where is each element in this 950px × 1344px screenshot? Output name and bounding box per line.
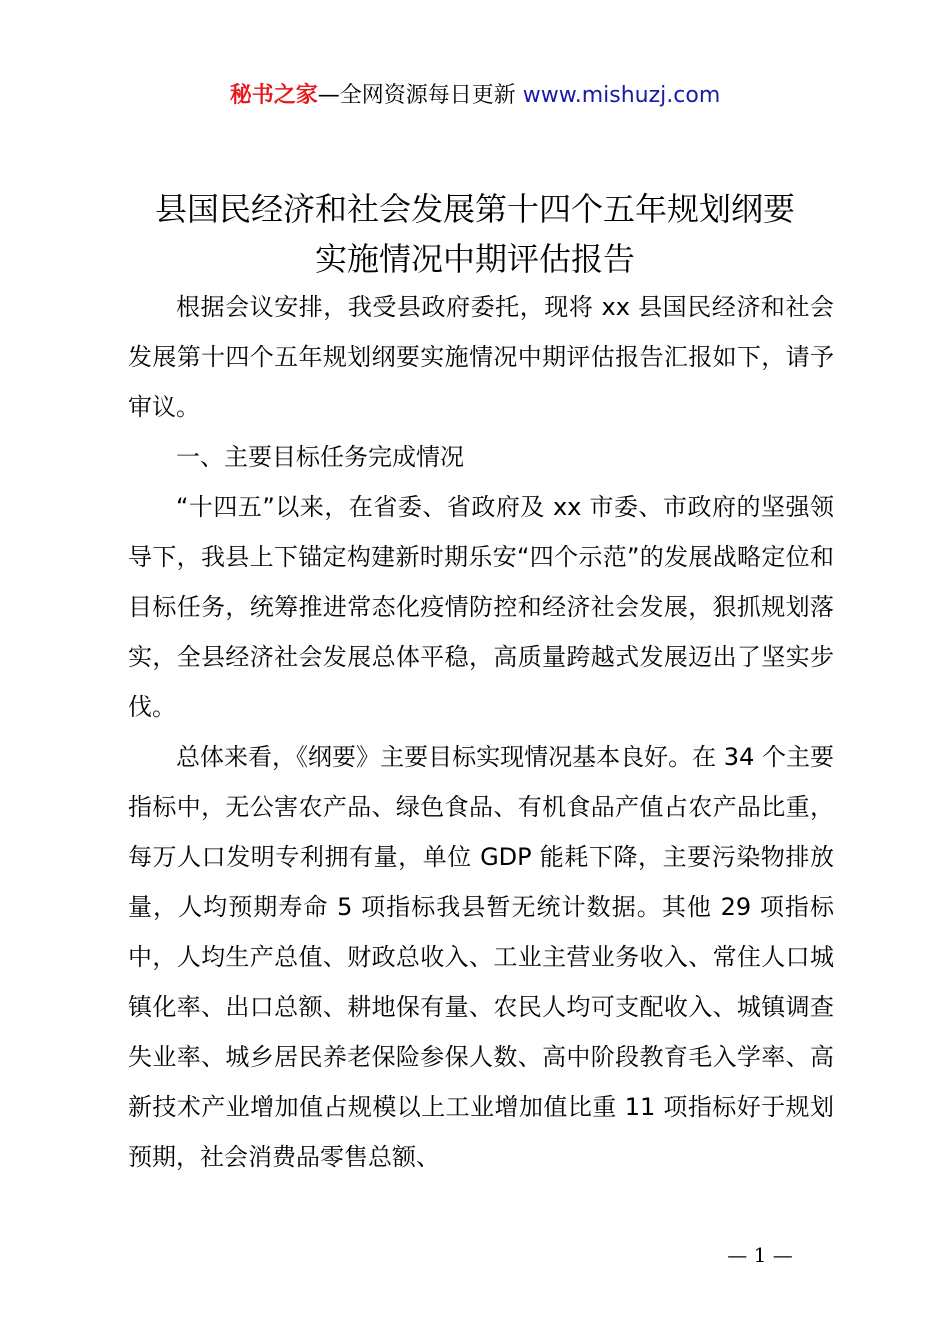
site-header	[0, 80, 950, 112]
document-title-line-2: 实施情况中期评估报告	[314, 240, 635, 278]
section-heading: 一、主要目标任务完成情况	[176, 443, 464, 471]
body-paragraph: “十四五”以来，在省委、省政府及 xx 市委、市政府的坚强领导下，我县上下锚定构建新时期乐安“四个示范”的发展战略定位和目标任务，统筹推进常态化疫情防控和经济社会发展，狠抓规划落实，全县经济社会发展总体平稳，高质量跨越式发展迈出了坚实步伐。	[128, 493, 834, 721]
document-title	[100, 184, 850, 284]
body-paragraph: 总体来看，《纲要》主要目标实现情况基本良好。在 34 个主要指标中，无公害农产品、绿色食品、有机食品产值占农产品比重，每万人口发明专利拥有量，单位 GDP 能耗下降，主要污染物排放量，人均预期寿命 5 项指标我县暂无统计数据。其他 29 项指标中，人均生产总值、财政总收入、工业主营业务收入、常住人口城镇化率、出口总额、耕地保有量、农民人均可支配收入、城镇调查失业率、城乡居民养老保险参保人数、高中阶段教育毛入学率、高新技术产业增加值占规模以上工业增加值比重 11 项指标好于规划预期，社会消费品零售总额、	[128, 743, 834, 1171]
brand-name: 秘书之家	[229, 83, 318, 108]
document-body	[128, 282, 834, 1182]
intro-paragraph: 根据会议安排，我受县政府委托，现将 xx 县国民经济和社会发展第十四个五年规划纲要实施情况中期评估报告汇报如下，请予审议。	[128, 293, 834, 421]
page-number: — 1 —	[727, 1243, 793, 1267]
website-link[interactable]: www.mishuzj.com	[522, 83, 721, 108]
document-title-line-1: 县国民经济和社会发展第十四个五年规划纲要	[154, 190, 795, 228]
header-tagline: —全网资源每日更新	[317, 83, 516, 108]
